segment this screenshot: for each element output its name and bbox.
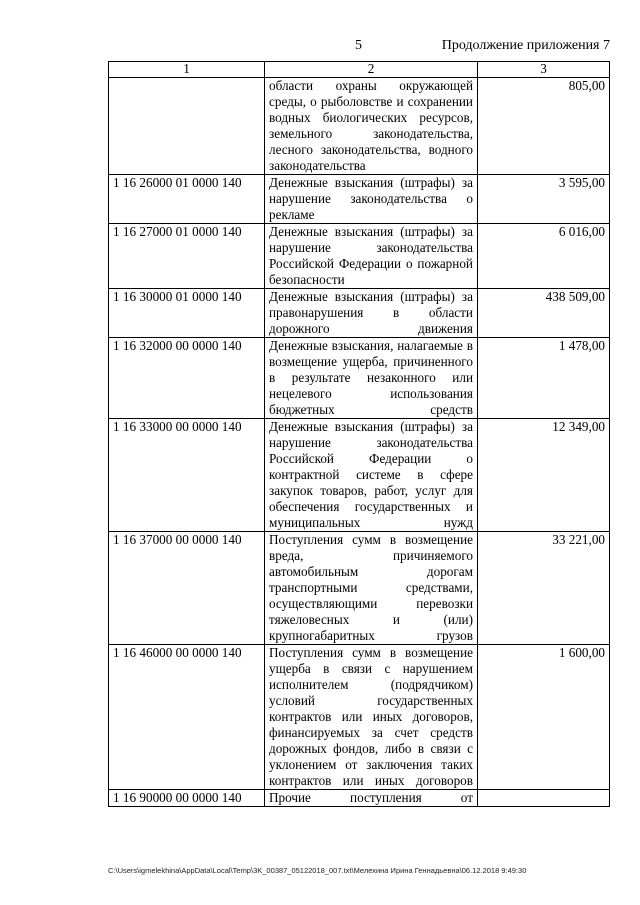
row-amount <box>478 790 610 807</box>
row-description: Поступления сумм в возмещение вреда, причиняемого автомобильным дорогам транспортными средствами, осуществляющими перевозки тяжеловесных и (или) крупногабаритных грузов <box>265 532 478 645</box>
row-amount: 438 509,00 <box>478 289 610 338</box>
row-amount: 6 016,00 <box>478 224 610 289</box>
row-amount: 1 600,00 <box>478 645 610 790</box>
table-row <box>109 645 610 790</box>
column-header-3: 3 <box>478 62 610 78</box>
row-description: Денежные взыскания (штрафы) за нарушение законодательства Российской Федерации о пожарной безопасности <box>265 224 478 289</box>
table-row <box>109 790 610 807</box>
table-row <box>109 419 610 532</box>
table-header-row <box>109 62 610 78</box>
table-row <box>109 224 610 289</box>
footer-file-path: C:\Users\igmelekhina\AppData\Local\Temp\3K_00387_05122018_007.txt\Мелехина Ирина Геннадьевна\06.12.2018 9:49:30 <box>108 866 527 875</box>
row-description: области охраны окружающей среды, о рыболовстве и сохранении водных биологических ресурсов, земельного законодательства, лесного законодательства, водного законодательства <box>265 78 478 175</box>
row-code: 1 16 46000 00 0000 140 <box>109 645 265 790</box>
row-description: Прочие поступления от <box>265 790 478 807</box>
row-amount: 1 478,00 <box>478 338 610 419</box>
column-header-2: 2 <box>265 62 478 78</box>
table-row <box>109 532 610 645</box>
row-code: 1 16 32000 00 0000 140 <box>109 338 265 419</box>
column-header-1: 1 <box>109 62 265 78</box>
budget-table <box>108 61 610 807</box>
row-code: 1 16 27000 01 0000 140 <box>109 224 265 289</box>
page-number: 5 <box>355 38 362 53</box>
continuation-label: Продолжение приложения 7 <box>441 38 610 53</box>
row-code: 1 16 30000 01 0000 140 <box>109 289 265 338</box>
row-code: 1 16 26000 01 0000 140 <box>109 175 265 224</box>
table-row <box>109 175 610 224</box>
row-description: Денежные взыскания (штрафы) за нарушение законодательства Российской Федерации о контрактной системе в сфере закупок товаров, работ, услуг для обеспечения государственных и муниципальных нужд <box>265 419 478 532</box>
row-amount: 33 221,00 <box>478 532 610 645</box>
row-description: Поступления сумм в возмещение ущерба в связи с нарушением исполнителем (подрядчиком) условий государственных контрактов или иных договоров, финансируемых за счет средств дорожных фондов, либо в связи с уклонением от заключения таких контрактов или иных договоров <box>265 645 478 790</box>
table-row <box>109 338 610 419</box>
row-description: Денежные взыскания (штрафы) за правонарушения в области дорожного движения <box>265 289 478 338</box>
table-row <box>109 78 610 175</box>
row-description: Денежные взыскания, налагаемые в возмещение ущерба, причиненного в результате незаконного или нецелевого использования бюджетных средств <box>265 338 478 419</box>
row-amount: 805,00 <box>478 78 610 175</box>
row-code: 1 16 37000 00 0000 140 <box>109 532 265 645</box>
row-amount: 12 349,00 <box>478 419 610 532</box>
row-code: 1 16 33000 00 0000 140 <box>109 419 265 532</box>
row-amount: 3 595,00 <box>478 175 610 224</box>
row-description: Денежные взыскания (штрафы) за нарушение законодательства о рекламе <box>265 175 478 224</box>
row-code: 1 16 90000 00 0000 140 <box>109 790 265 807</box>
row-code <box>109 78 265 175</box>
table-row <box>109 289 610 338</box>
